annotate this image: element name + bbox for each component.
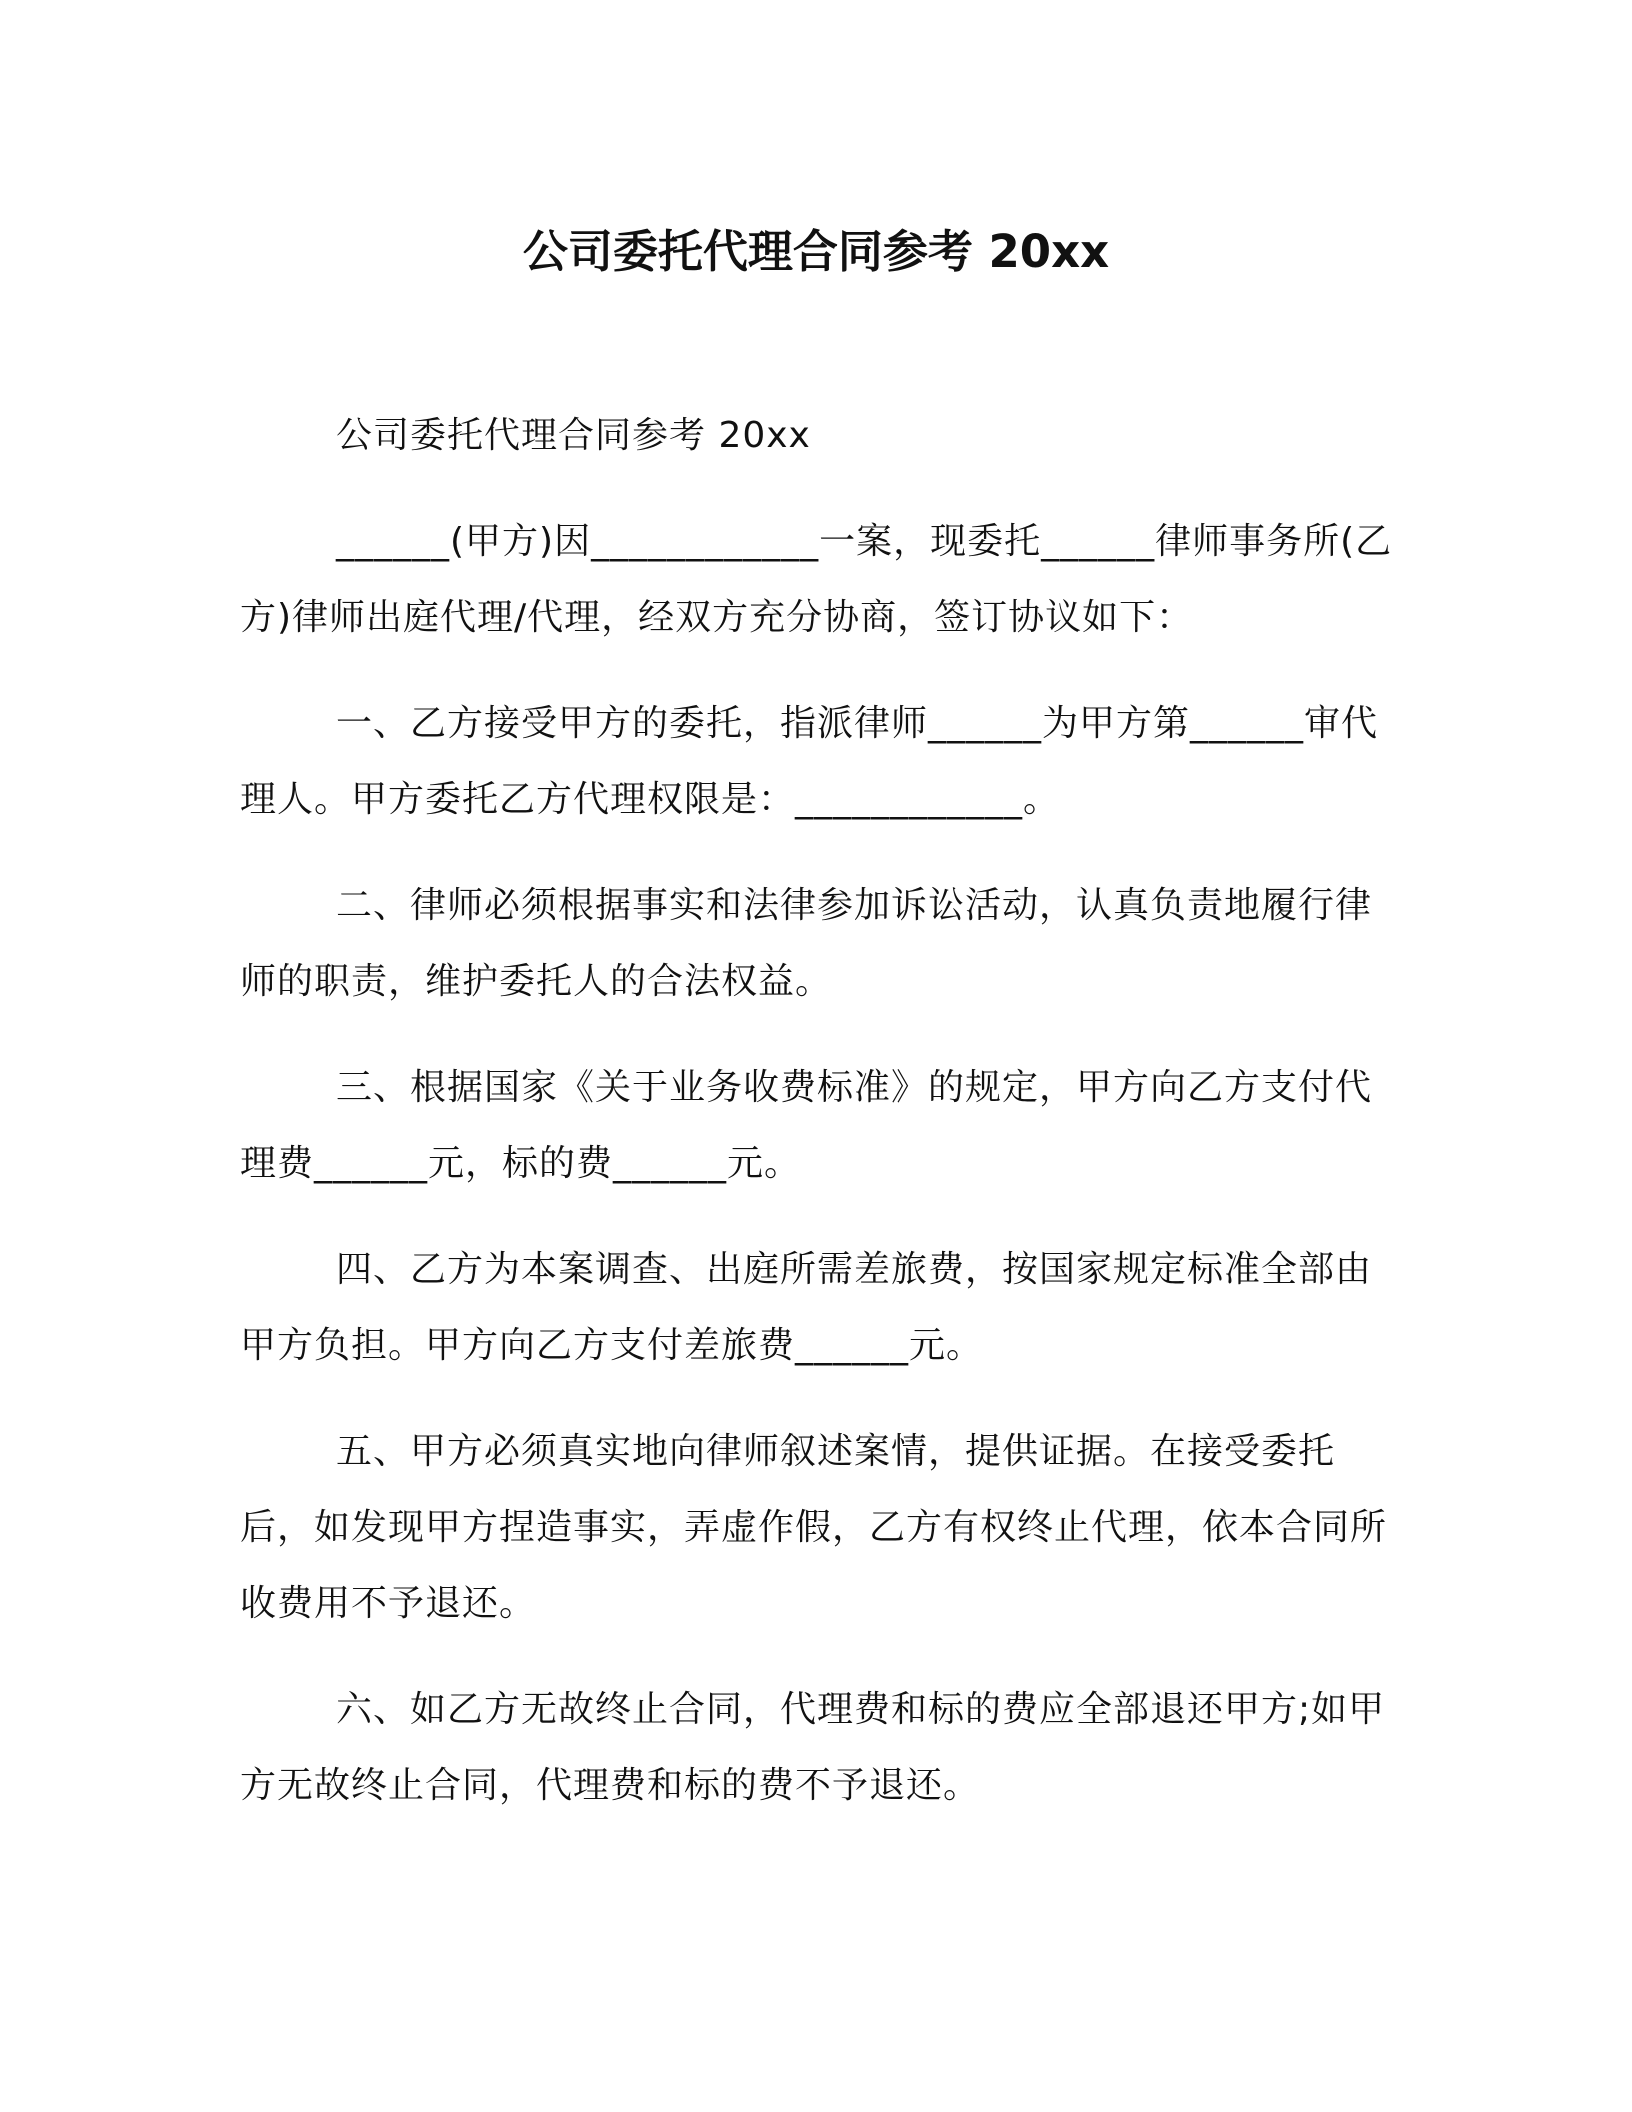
- document-body: [240, 398, 1400, 1854]
- paragraph-intro: ______(甲方)因____________一案，现委托______律师事务所(乙方)律师出庭代理/代理，经双方充分协商，签订协议如下：: [240, 521, 1393, 638]
- clause-2: 二、律师必须根据事实和法律参加诉讼活动，认真负责地履行律师的职责，维护委托人的合法权益。: [240, 885, 1373, 1002]
- clause-6: 六、如乙方无故终止合同，代理费和标的费应全部退还甲方;如甲方无故终止合同，代理费和标的费不予退还。: [240, 1689, 1386, 1806]
- clause-3: 三、根据国家《关于业务收费标准》的规定，甲方向乙方支付代理费______元，标的费______元。: [240, 1067, 1373, 1184]
- document-title: 公司委托代理合同参考 20xx: [522, 225, 1110, 278]
- clause-5: 五、甲方必须真实地向律师叙述案情，提供证据。在接受委托后，如发现甲方捏造事实，弄虚作假，乙方有权终止代理，依本合同所收费用不予退还。: [240, 1431, 1388, 1624]
- clause-1: 一、乙方接受甲方的委托，指派律师______为甲方第______审代理人。甲方委托乙方代理权限是：____________。: [240, 703, 1379, 820]
- document-subtitle: 公司委托代理合同参考 20xx: [336, 415, 811, 456]
- clause-4: 四、乙方为本案调查、出庭所需差旅费，按国家规定标准全部由甲方负担。甲方向乙方支付差旅费______元。: [240, 1249, 1373, 1366]
